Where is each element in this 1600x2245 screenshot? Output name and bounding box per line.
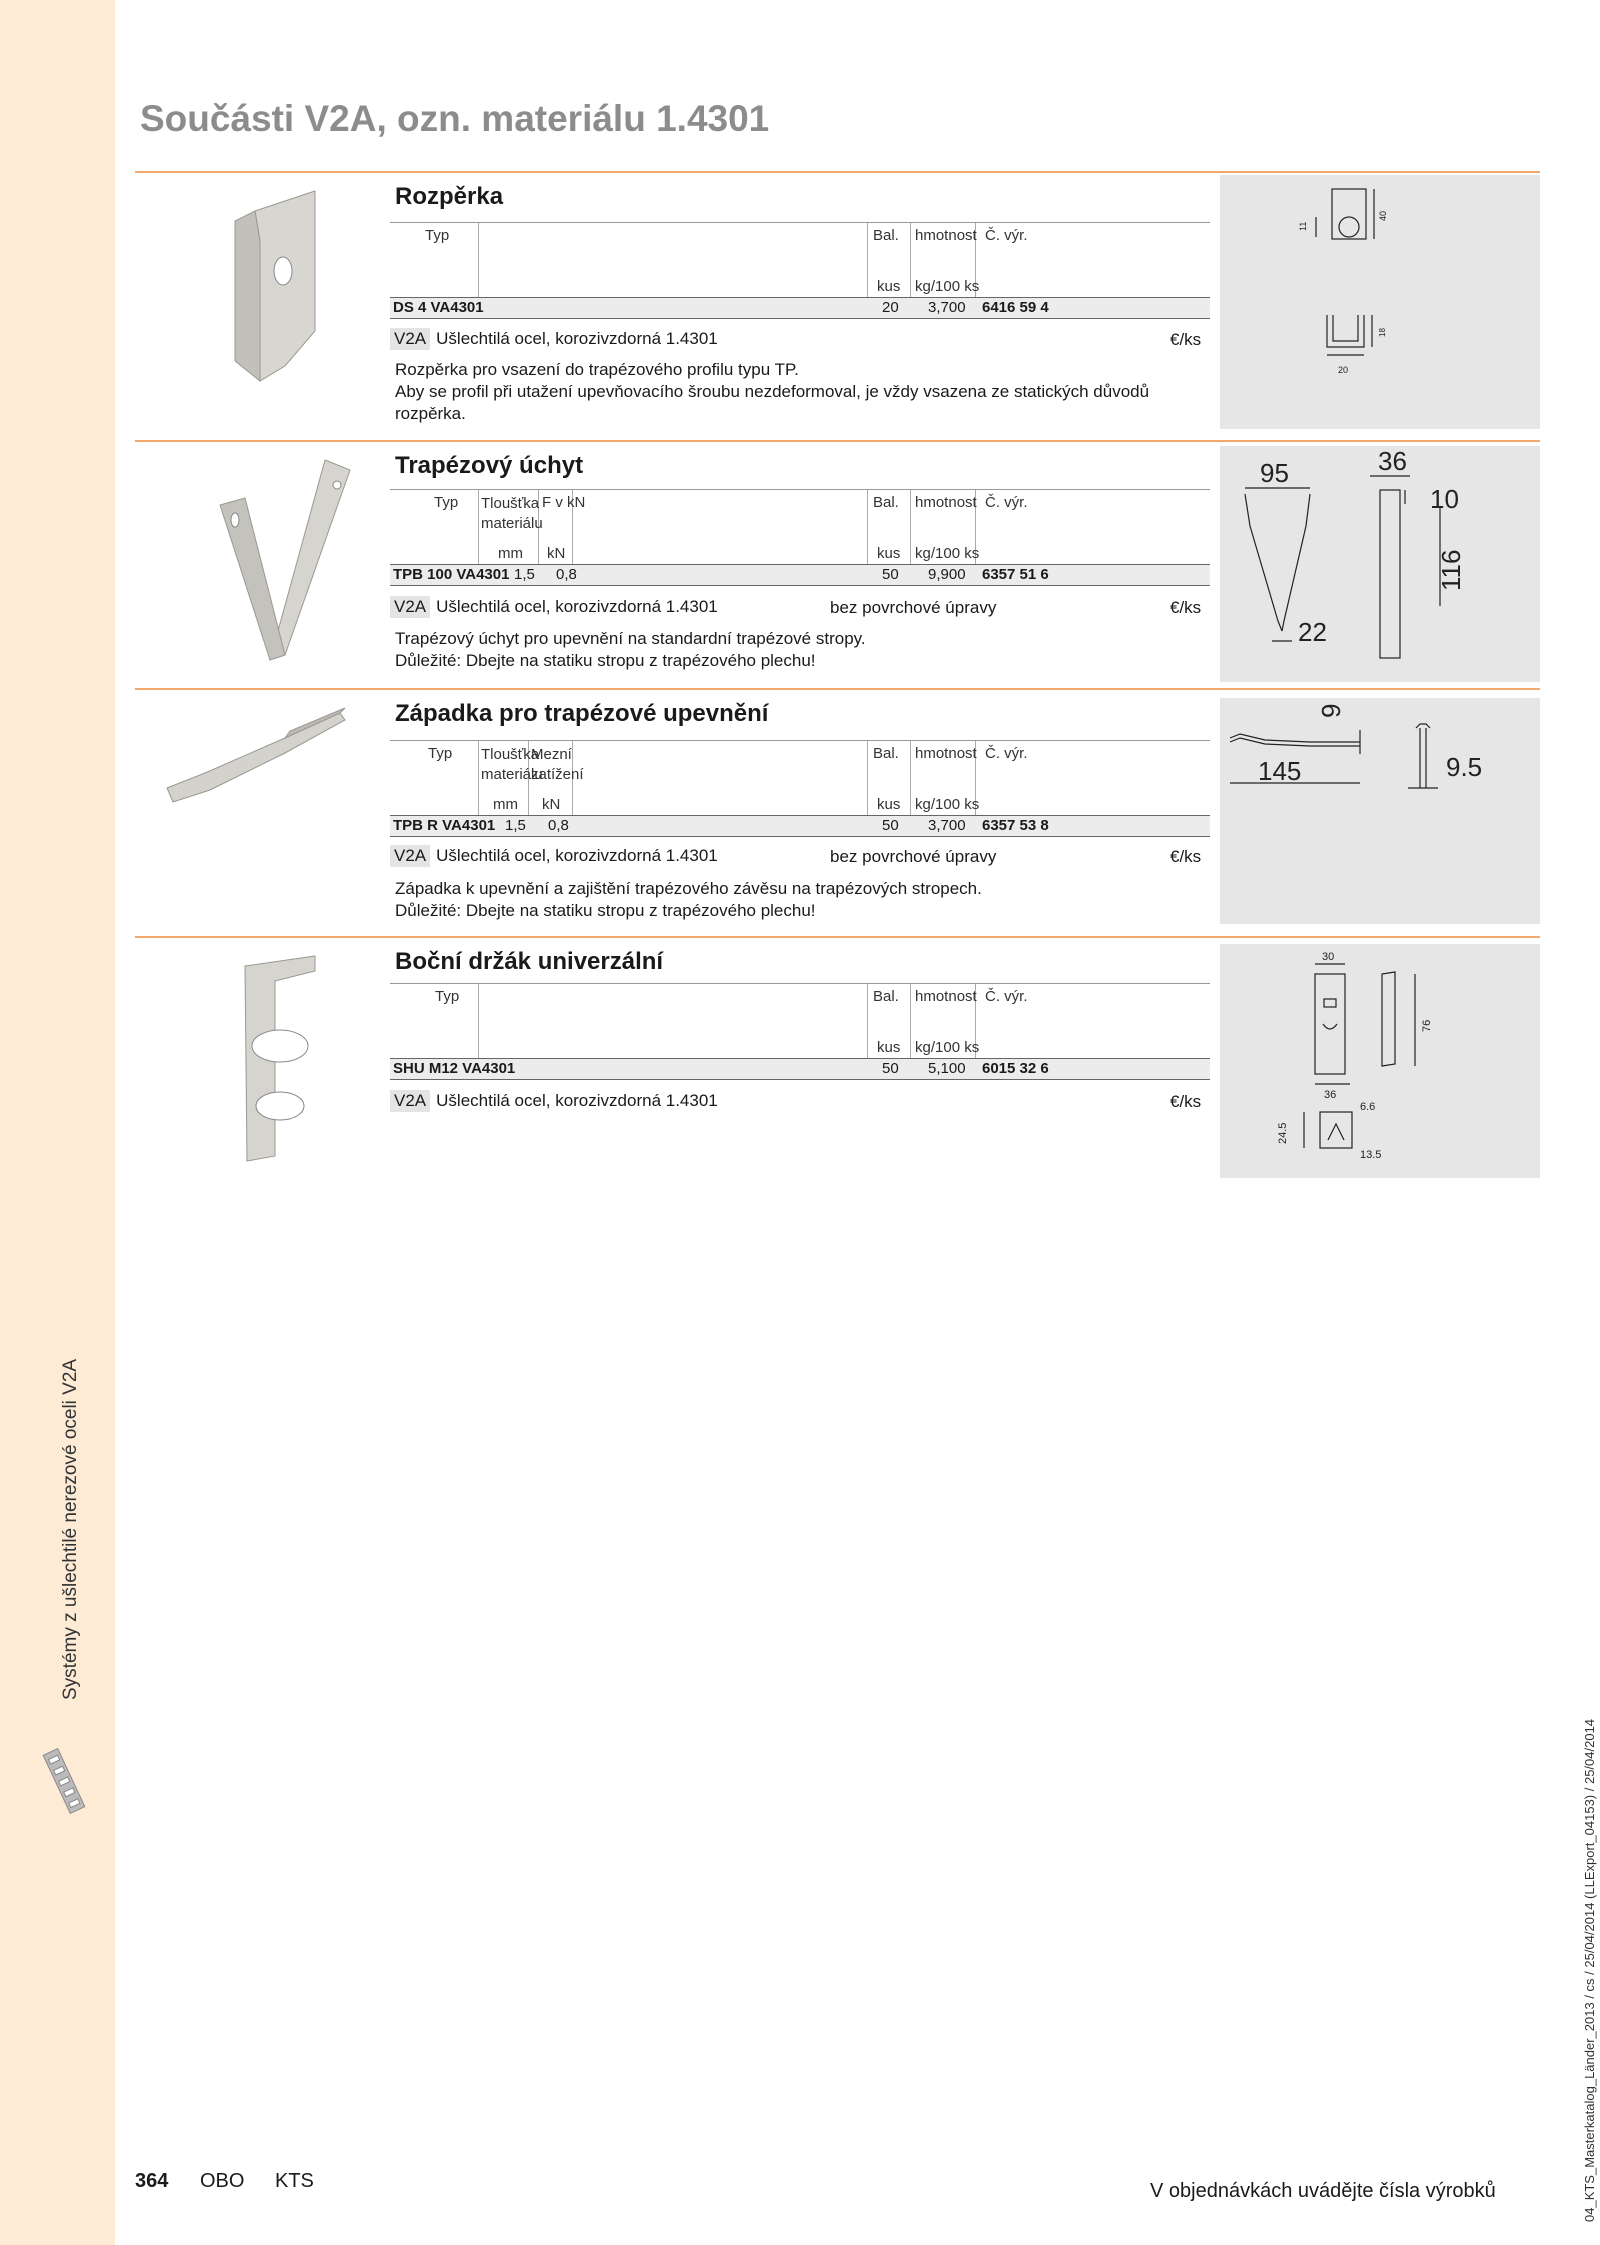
product-photo: [165, 181, 365, 411]
page-title: Součásti V2A, ozn. materiálu 1.4301: [140, 98, 770, 139]
table-header: [390, 983, 1210, 1060]
section-title: Rozpěrka: [395, 183, 504, 210]
col-bal: Bal.: [873, 494, 899, 511]
material-text: Ušlechtilá ocel, korozivzdorná 1.4301: [436, 1091, 718, 1110]
col-typ: Typ: [435, 988, 460, 1005]
unit-kg: kg/100 ks: [915, 1039, 980, 1056]
cell-typ: DS 4 VA4301: [393, 299, 484, 316]
technical-drawing: [1220, 175, 1540, 429]
cell-hmotnost: 3,700: [928, 817, 966, 834]
unit-mm: mm: [493, 796, 518, 813]
col-hmotnost: hmotnost: [915, 227, 977, 244]
product-section-bocni-drzak: [135, 936, 1540, 1178]
cell-bal: 50: [882, 566, 899, 583]
dim-label: 145: [1258, 756, 1302, 786]
cell-cvyr: 6357 53 8: [982, 817, 1049, 834]
description: [395, 359, 1325, 425]
dim-label: 40: [1378, 210, 1388, 221]
cell-mezni: 0,8: [548, 817, 569, 834]
col-cvyr: Č. výr.: [985, 227, 1028, 244]
material-badge: V2A: [390, 328, 430, 350]
description-line: Důležité: Dbejte na statiku stropu z trapézového plechu!: [395, 901, 816, 920]
cell-cvyr: 6357 51 6: [982, 566, 1049, 583]
sidebar-label: Systémy z ušlechtilé nerezové oceli V2A: [60, 1358, 81, 1700]
description: [395, 628, 1325, 672]
col-tloustka: Tloušťka materiálu: [481, 746, 543, 783]
product-section-trapezovy-uchyt: [135, 440, 1540, 687]
cell-tloustka: 1,5: [514, 566, 535, 583]
technical-drawing: [1220, 698, 1540, 924]
material-text: Ušlechtilá ocel, korozivzdorná 1.4301: [436, 329, 718, 348]
cell-bal: 50: [882, 817, 899, 834]
unit-kn: kN: [542, 796, 561, 813]
unit-kus: kus: [877, 545, 901, 562]
dim-label: 9.5: [1446, 752, 1483, 782]
footer-code: KTS: [275, 2170, 314, 2192]
price-unit: €/ks: [1170, 847, 1202, 866]
dim-label: 9: [1316, 703, 1346, 718]
page-number: 364: [135, 2170, 169, 2192]
cell-typ: SHU M12 VA4301: [393, 1060, 516, 1077]
table-row: [390, 1058, 1210, 1080]
product-section-zapadka: [135, 688, 1540, 930]
col-hmotnost: hmotnost: [915, 988, 977, 1005]
col-typ: Typ: [428, 745, 453, 762]
section-title: Boční držák univerzální: [395, 948, 664, 975]
material-text: Ušlechtilá ocel, korozivzdorná 1.4301: [436, 597, 718, 616]
unit-kus: kus: [877, 796, 901, 813]
col-bal: Bal.: [873, 988, 899, 1005]
dim-label: 11: [1298, 221, 1308, 231]
technical-drawing: [1220, 446, 1540, 682]
dim-label: 20: [1338, 365, 1349, 375]
unit-mm: mm: [498, 545, 523, 562]
unit-kn: kN: [547, 545, 566, 562]
dim-label: 10: [1430, 484, 1459, 514]
price-unit: €/ks: [1170, 1092, 1202, 1111]
cell-hmotnost: 3,700: [928, 299, 966, 316]
material-badge: V2A: [390, 596, 430, 618]
material-line: [390, 845, 718, 867]
cell-fkn: 0,8: [556, 566, 577, 583]
cell-cvyr: 6416 59 4: [982, 299, 1049, 316]
col-hmotnost: hmotnost: [915, 494, 977, 511]
dim-label: 36: [1324, 1089, 1337, 1101]
material-line: [390, 328, 718, 350]
dim-label: 95: [1260, 458, 1289, 488]
table-header: [390, 222, 1210, 299]
description-line: Rozpěrka pro vsazení do trapézového profilu typu TP.: [395, 360, 799, 379]
dim-label: 13.5: [1360, 1149, 1382, 1161]
sidebar: [0, 0, 115, 2245]
cell-bal: 20: [882, 299, 899, 316]
price-unit: €/ks: [1170, 330, 1202, 349]
surface-text: bez povrchové úpravy: [830, 598, 997, 617]
col-cvyr: Č. výr.: [985, 988, 1028, 1005]
material-badge: V2A: [390, 845, 430, 867]
col-tloustka: Tloušťka materiálu: [481, 495, 543, 532]
price-unit: €/ks: [1170, 598, 1202, 617]
cable-tray-icon: [42, 1745, 86, 1817]
footer-brand: OBO: [200, 2170, 245, 2192]
material-line: [390, 596, 718, 618]
cell-cvyr: 6015 32 6: [982, 1060, 1049, 1077]
cell-hmotnost: 9,900: [928, 566, 966, 583]
description-line: Trapézový úchyt pro upevnění na standardní trapézové stropy.: [395, 629, 866, 648]
unit-kg: kg/100 ks: [915, 545, 980, 562]
table-header: [390, 489, 1210, 566]
unit-kus: kus: [877, 278, 901, 295]
material-line: [390, 1090, 718, 1112]
cell-bal: 50: [882, 1060, 899, 1077]
dim-label: 24.5: [1277, 1122, 1289, 1144]
description-line: Důležité: Dbejte na statiku stropu z trapézového plechu!: [395, 651, 816, 670]
unit-kus: kus: [877, 1039, 901, 1056]
table-row: [390, 297, 1210, 319]
col-bal: Bal.: [873, 227, 899, 244]
product-photo: [165, 946, 365, 1176]
dim-label: 18: [1378, 328, 1387, 337]
dim-label: 76: [1421, 1019, 1433, 1032]
col-cvyr: Č. výr.: [985, 494, 1028, 511]
technical-drawing: [1220, 944, 1540, 1178]
cell-typ: TPB R VA4301: [393, 817, 496, 834]
product-photo: [165, 698, 365, 928]
description-line: Západka k upevnění a zajištění trapézového závěsu na trapézových stropech.: [395, 879, 982, 898]
cell-typ: TPB 100 VA4301: [393, 566, 510, 583]
col-typ: Typ: [425, 227, 450, 244]
col-bal: Bal.: [873, 745, 899, 762]
dim-label: 6.6: [1360, 1101, 1376, 1113]
document-id: 04_KTS_Masterkatalog_Länder_2013 / cs / 25/04/2014 (LLExport_04153) / 25/04/2014: [1582, 1718, 1597, 2222]
col-mezni: Mezní zatížení: [531, 746, 584, 783]
dim-label: 22: [1298, 617, 1327, 647]
surface-text: bez povrchové úpravy: [830, 847, 997, 866]
material-badge: V2A: [390, 1090, 430, 1112]
unit-kg: kg/100 ks: [915, 278, 980, 295]
dim-label: 36: [1378, 446, 1407, 476]
col-hmotnost: hmotnost: [915, 745, 977, 762]
section-title: Trapézový úchyt: [395, 452, 584, 479]
unit-kg: kg/100 ks: [915, 796, 980, 813]
description-line: Aby se profil při utažení upevňovacího šroubu nezdeformoval, je vždy vsazena ze statických důvodů rozpěrka.: [395, 382, 1150, 423]
col-cvyr: Č. výr.: [985, 745, 1028, 762]
col-fkn: F v kN: [542, 494, 586, 511]
footer-note: V objednávkách uvádějte čísla výrobků: [1150, 2180, 1496, 2202]
table-header: [390, 740, 1210, 817]
table-row: [390, 564, 1210, 586]
product-section-rozperka: [135, 171, 1540, 433]
cell-hmotnost: 5,100: [928, 1060, 966, 1077]
section-title: Západka pro trapézové upevnění: [395, 700, 769, 727]
description: [395, 878, 1325, 922]
product-photo: [165, 450, 365, 680]
table-row: [390, 815, 1210, 837]
col-typ: Typ: [434, 494, 459, 511]
dim-label: 116: [1436, 549, 1466, 591]
cell-tloustka: 1,5: [505, 817, 526, 834]
dim-label: 30: [1322, 951, 1335, 963]
material-text: Ušlechtilá ocel, korozivzdorná 1.4301: [436, 846, 718, 865]
